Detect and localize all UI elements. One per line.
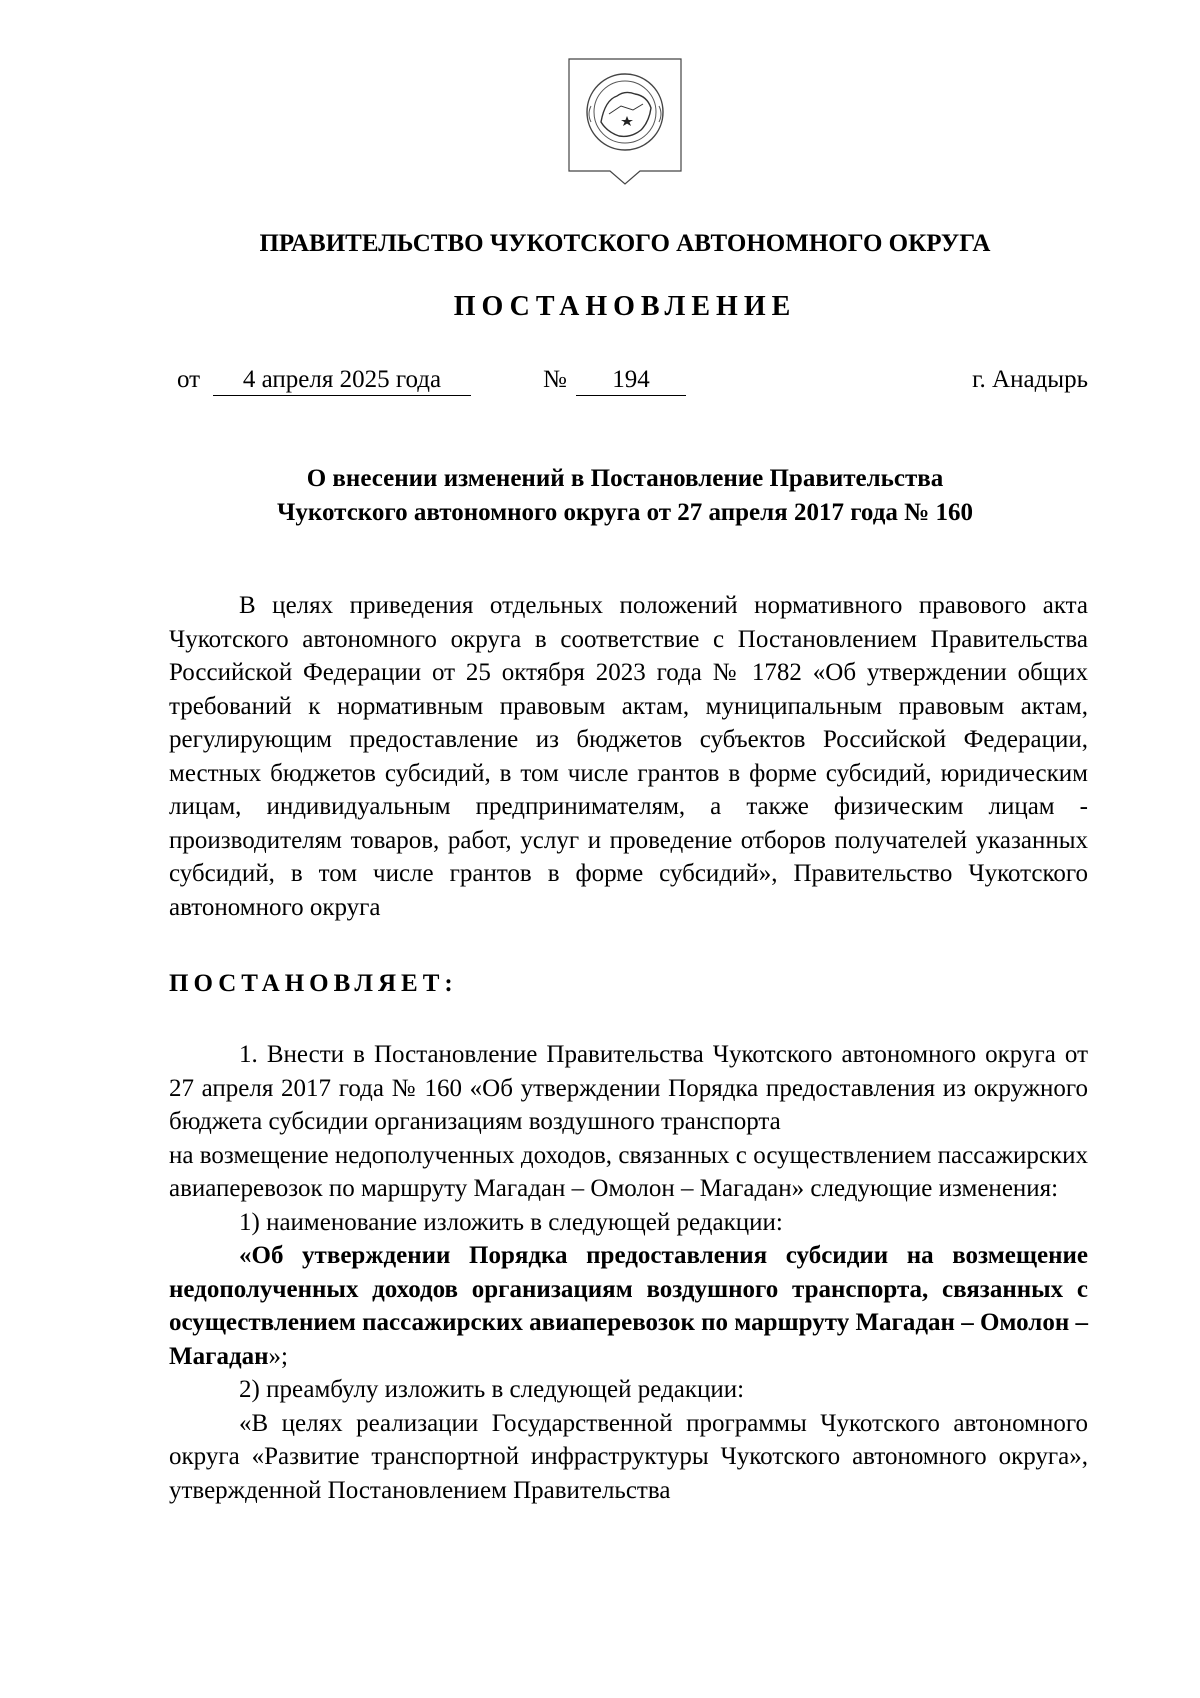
subitem-1: 1) наименование изложить в следующей редакции:: [239, 1208, 783, 1236]
number-label: №: [543, 366, 567, 393]
subitem-2-quote: «В целях реализации Государственной программы Чукотского автономного округа «Развитие транспортной инфраструктуры Чукотского автономного округа», утвержденной Постановлением Правительства: [169, 1409, 1088, 1504]
document-subject: [150, 462, 1100, 530]
document-type-title: ПОСТАНОВЛЕНИЕ: [453, 291, 797, 322]
new-title-text: «Об утверждении Порядка предоставления субсидии на возмещение недополученных доходов организациям воздушного транспорта, связанных с осуществлением пассажирских авиаперевозок по маршруту Магадан – Омолон – Магадан: [169, 1242, 1088, 1370]
preamble-paragraph: В целях приведения отдельных положений нормативного правового акта Чукотского автономного округа в соответствие с Постановлением Правительства Российской Федерации от 25 октября 2023 года № 1782 «Об утверждении общих требований к нормативным правовым актам, муниципальным правовым актам, регулирующим предоставление из бюджетов субъектов Российской Федерации, местных бюджетов субсидий, в том числе грантов в форме субсидий, юридическим лицам, индивидуальным предпринимателям, а также физическим лицам - производителям товаров, работ, услуг и проведение отборов получателей указанных субсидий, в том числе грантов в форме субсидий», Правительство Чукотского автономного округа: [169, 592, 1088, 921]
decides-heading: ПОСТАНОВЛЯЕТ:: [169, 970, 458, 997]
preamble-section: [169, 589, 1088, 924]
document-date: 4 апреля 2025 года: [213, 365, 471, 396]
subitem-2: 2) преамбулу изложить в следующей редакции:: [239, 1376, 745, 1403]
item-1-paragraph: 1. Внести в Постановление Правительства Чукотского автономного округа от 27 апреля 2017 года № 160 «Об утверждении Порядка предоставления из окружного бюджета субсидии организациям воздушного транспорта: [169, 1041, 1088, 1135]
document-meta-line: [0, 365, 1200, 399]
item-1-continuation: на возмещение недополученных доходов, связанных с осуществлением пассажирских авиаперевозок по маршруту Магадан – Омолон – Магадан» следующие изменения:: [169, 1141, 1088, 1202]
resolution-items: [169, 1038, 1088, 1507]
coat-of-arms-icon: [565, 56, 685, 202]
subitem-1-quote: [169, 1239, 1088, 1373]
document-number: 194: [576, 365, 686, 396]
organization-title: ПРАВИТЕЛЬСТВО ЧУКОТСКОГО АВТОНОМНОГО ОКРУГА: [259, 230, 991, 257]
subject-line-2: Чукотского автономного округа от 27 апреля 2017 года № 160: [277, 499, 973, 526]
subject-line-1: О внесении изменений в Постановление Правительства: [306, 465, 944, 492]
date-label: от: [177, 366, 201, 393]
document-city: г. Анадырь: [972, 366, 1088, 393]
quote-end: »;: [268, 1342, 288, 1370]
